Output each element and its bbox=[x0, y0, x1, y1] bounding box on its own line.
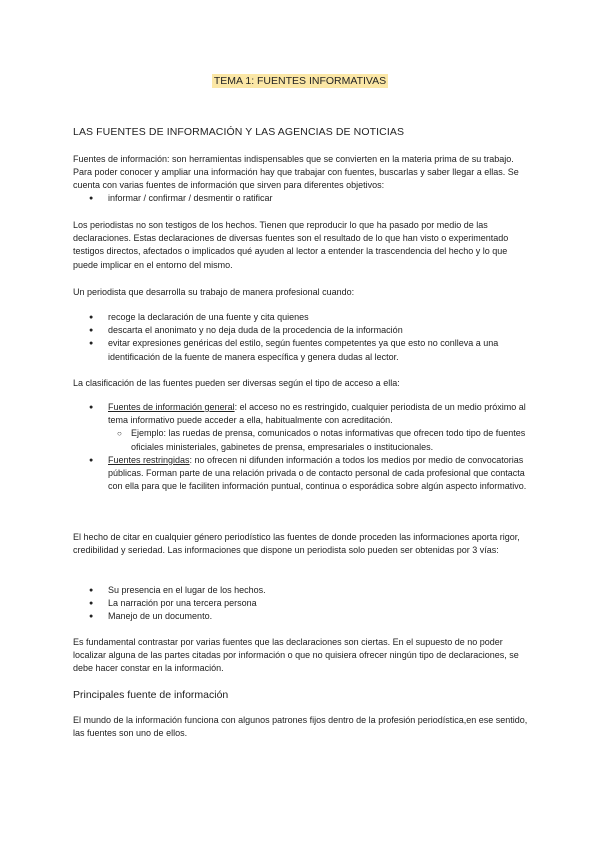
paragraph-mundo-informacion: El mundo de la información funciona con algunos patrones fijos dentro de la profesión periodística,en ese sentido, las fuentes son uno de ellos. bbox=[73, 715, 528, 739]
paragraph-periodistas-testigos: Los periodistas no son testigos de los hechos. Tienen que reproducir lo que ha pasado por medio de las declaraciones. Estas declaraciones de diversas fuentes son el resultado de lo que han visto o experimentado testigos directos, afectados o implicados qué ayuden al lector a entender la trascendencia del hecho y lo que puede implicar en el entorno del mismo. bbox=[73, 220, 509, 270]
paragraph-periodista-profesional: Un periodista que desarrolla su trabajo de manera profesional cuando: bbox=[73, 287, 355, 297]
paragraph-fuentes-definicion: Fuentes de información: son herramientas indispensables que se convierten en la materia prima de su trabajo. Para poder conocer y ampliar una información hay que trabajar con fuentes, buscarlas y saber llegar a ellas. Se cuenta con varias fuentes de información que sirven para diferentes objetivos: bbox=[73, 154, 519, 191]
list-item: ● evitar expresiones genéricas del estilo, según fuentes competentes ya que esto no conlleva a una identificación de la fuente de manera específica y genera dudas al lector. bbox=[73, 337, 529, 363]
list-item: ● Su presencia en el lugar de los hechos. bbox=[73, 584, 529, 597]
definition-fuentes-generales: : el acceso no es restringido, cualquier periodista de un medio próximo al tema informativo puede acceder a ella, habitualmente con acreditación. bbox=[108, 402, 526, 426]
bullet-list-profesional bbox=[73, 311, 529, 364]
paragraph-citar-fuentes: El hecho de citar en cualquier género periodístico las fuentes de donde proceden las informaciones aporta rigor, credibilidad y seriedad. Las informaciones que dispone un periodista solo pueden ser obtenidas por 3 vías: bbox=[73, 532, 520, 556]
list-item: ● La narración por una tercera persona bbox=[73, 597, 529, 610]
sub-list-item: ○ Ejemplo: las ruedas de prensa, comunicados o notas informativas que ofrecen todo tipo de fuentes oficiales ministeriales, gabinetes de prensa, empresariales o institucionales. bbox=[108, 427, 529, 453]
bullet-list-vias bbox=[73, 584, 529, 624]
term-fuentes-generales: Fuentes de información general bbox=[108, 402, 235, 412]
term-fuentes-restringidas: Fuentes restringidas bbox=[108, 454, 190, 465]
list-item: ● informar / confirmar / desmentir o ratificar bbox=[73, 192, 529, 205]
title-block bbox=[0, 71, 600, 89]
section-heading: LAS FUENTES DE INFORMACIÓN Y LAS AGENCIAS DE NOTICIAS bbox=[73, 126, 405, 138]
subsection-heading: Principales fuente de información bbox=[73, 689, 229, 701]
paragraph-clasificacion: La clasificación de las fuentes pueden ser diversas según el tipo de acceso a ella: bbox=[73, 378, 400, 388]
definition-fuentes-restringidas: : no ofrecen ni difunden información a todos los medios por medio de convocatorias públicas. Forman parte de una relación privada o de contacto personal de cada profesional que contacta con ella para que le faciliten información puntual, continua o esporádica sobre algún aspecto informativo. bbox=[108, 454, 527, 492]
list-item: ● Manejo de un documento. bbox=[73, 610, 529, 623]
bullet-list-objetivos bbox=[73, 192, 529, 205]
list-item: ● recoge la declaración de una fuente y cita quienes bbox=[73, 311, 529, 324]
list-item-fuentes-restringidas bbox=[73, 454, 529, 494]
document-title: TEMA 1: FUENTES INFORMATIVAS bbox=[213, 75, 387, 87]
paragraph-contrastar: Es fundamental contrastar por varias fuentes que las declaraciones son ciertas. En el supuesto de no poder localizar alguna de las partes citadas por información o que no quisiera ofrecer ningún tipo de declaraciones, se debe hacer constar en la información. bbox=[73, 637, 519, 674]
list-item-fuentes-generales bbox=[73, 401, 529, 454]
bullet-list-clasificacion bbox=[73, 401, 529, 493]
list-item: ● descarta el anonimato y no deja duda de la procedencia de la información bbox=[73, 324, 529, 337]
sub-list-ejemplo bbox=[108, 427, 529, 453]
